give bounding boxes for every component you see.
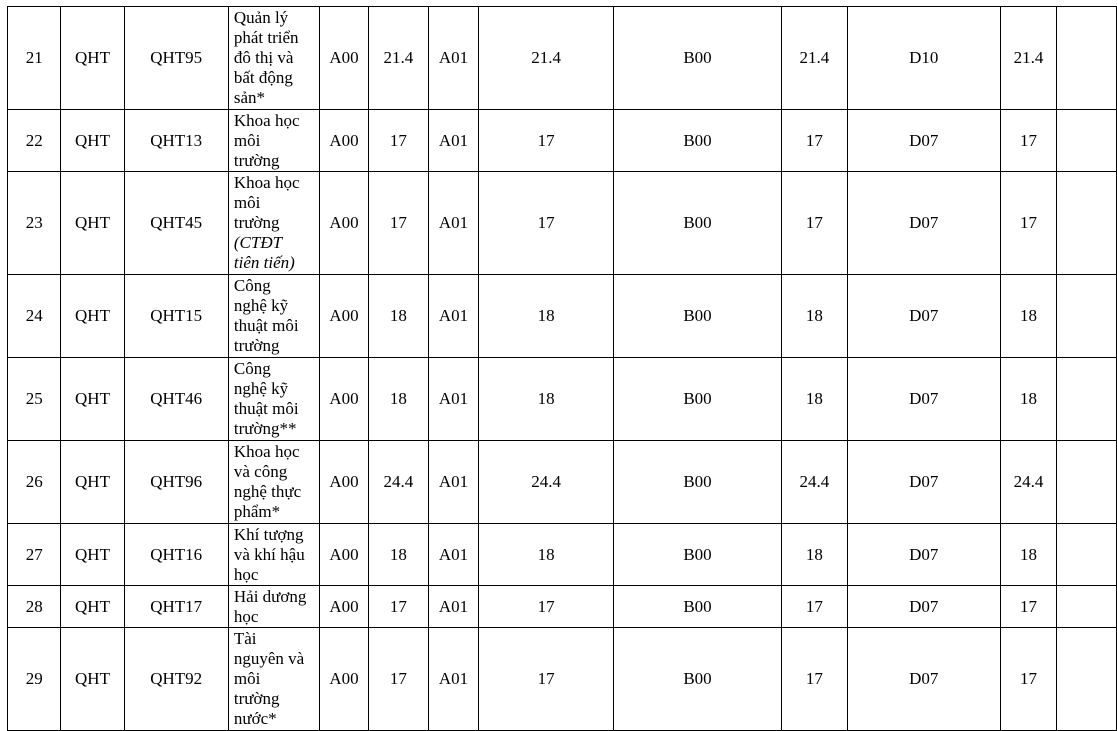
cell-score-4: 17: [1000, 172, 1056, 275]
cell-major-code: QHT17: [124, 586, 228, 628]
table-row: [8, 628, 1117, 731]
table-row: [8, 275, 1117, 358]
cell-major-name: [228, 275, 319, 358]
cell-stt: 28: [8, 586, 61, 628]
cell-subject-combo-2: A01: [428, 172, 479, 275]
cell-subject-combo-4: D07: [847, 524, 1000, 586]
major-name-line: phẩm*: [233, 502, 281, 521]
major-name-line: Hải dương: [233, 586, 307, 606]
cell-subject-combo-4: D07: [847, 441, 1000, 524]
cell-subject-combo-2: A01: [428, 586, 479, 628]
cell-major-code: QHT15: [124, 275, 228, 358]
cell-score-2: 18: [479, 275, 614, 358]
cell-score-2: 17: [479, 110, 614, 172]
cell-subject-combo-3: B00: [613, 110, 781, 172]
cell-subject-combo-1: A00: [320, 628, 369, 731]
table-row: [8, 110, 1117, 172]
cell-subject-combo-1: A00: [320, 524, 369, 586]
cell-score-1: 24.4: [368, 441, 428, 524]
cell-subject-combo-1: A00: [320, 358, 369, 441]
cell-score-3: 18: [782, 275, 848, 358]
cell-score-2: 17: [479, 628, 614, 731]
cell-subject-combo-4: D07: [847, 628, 1000, 731]
major-name-line: môi: [233, 130, 261, 150]
cell-note: [1057, 7, 1117, 110]
table-row: [8, 7, 1117, 110]
major-name-note-line: (CTĐT: [233, 233, 283, 252]
major-name-line: nghệ kỹ: [233, 296, 289, 315]
major-name-line: thuật môi: [233, 399, 299, 418]
cell-subject-combo-3: B00: [613, 586, 781, 628]
cell-major-name: [228, 172, 319, 275]
major-name-line: và công: [233, 462, 288, 481]
cell-score-4: 21.4: [1000, 7, 1056, 110]
cell-major-code: QHT16: [124, 524, 228, 586]
major-name-line: trường: [233, 689, 280, 708]
table-row: [8, 441, 1117, 524]
major-name-line: Khoa học: [233, 110, 300, 130]
cell-major-name: [228, 7, 319, 110]
cell-school-code: QHT: [61, 110, 124, 172]
cell-subject-combo-1: A00: [320, 110, 369, 172]
cell-score-2: 17: [479, 172, 614, 275]
cell-subject-combo-1: A00: [320, 172, 369, 275]
cell-major-code: QHT92: [124, 628, 228, 731]
cell-stt: 25: [8, 358, 61, 441]
major-name-line: Quản lý: [233, 8, 289, 27]
cell-score-1: 17: [368, 586, 428, 628]
major-name-line: và khí hậu: [233, 544, 305, 564]
cell-score-3: 21.4: [782, 7, 848, 110]
cell-score-4: 17: [1000, 628, 1056, 731]
cell-score-1: 17: [368, 110, 428, 172]
major-name-line: trường: [233, 150, 280, 170]
cell-score-3: 17: [782, 586, 848, 628]
cell-school-code: QHT: [61, 524, 124, 586]
cell-note: [1057, 441, 1117, 524]
cell-note: [1057, 586, 1117, 628]
cell-subject-combo-4: D07: [847, 586, 1000, 628]
major-name-line: Khí tượng: [233, 524, 304, 544]
cell-subject-combo-2: A01: [428, 7, 479, 110]
cell-subject-combo-4: D07: [847, 358, 1000, 441]
cell-score-1: 17: [368, 172, 428, 275]
cell-major-name: [228, 441, 319, 524]
major-name-line: Khoa học: [233, 173, 300, 192]
cell-note: [1057, 110, 1117, 172]
cell-subject-combo-1: A00: [320, 275, 369, 358]
major-name-line: học: [233, 564, 259, 584]
cell-major-name: [228, 110, 319, 172]
major-name-line: nghệ kỹ: [233, 379, 289, 398]
major-name-line: nguyên và: [233, 649, 305, 668]
cell-school-code: QHT: [61, 275, 124, 358]
admission-scores-table: [7, 6, 1117, 731]
cell-score-4: 17: [1000, 586, 1056, 628]
cell-stt: 22: [8, 110, 61, 172]
cell-major-code: QHT96: [124, 441, 228, 524]
major-name-line: nghệ thực: [233, 482, 302, 501]
cell-subject-combo-3: B00: [613, 7, 781, 110]
cell-subject-combo-2: A01: [428, 441, 479, 524]
cell-score-3: 18: [782, 524, 848, 586]
table-body: [8, 7, 1117, 731]
cell-subject-combo-1: A00: [320, 441, 369, 524]
cell-score-3: 17: [782, 110, 848, 172]
cell-score-2: 18: [479, 358, 614, 441]
cell-score-2: 17: [479, 586, 614, 628]
cell-stt: 27: [8, 524, 61, 586]
cell-major-code: QHT46: [124, 358, 228, 441]
cell-note: [1057, 275, 1117, 358]
cell-school-code: QHT: [61, 358, 124, 441]
cell-subject-combo-4: D10: [847, 7, 1000, 110]
cell-score-1: 21.4: [368, 7, 428, 110]
major-name-line: môi: [233, 669, 261, 688]
cell-major-name: [228, 524, 319, 586]
cell-subject-combo-3: B00: [613, 524, 781, 586]
cell-stt: 26: [8, 441, 61, 524]
cell-score-4: 18: [1000, 275, 1056, 358]
cell-stt: 29: [8, 628, 61, 731]
major-name-line: Khoa học: [233, 442, 300, 461]
major-name-line: trường: [233, 336, 280, 355]
cell-stt: 24: [8, 275, 61, 358]
cell-score-3: 24.4: [782, 441, 848, 524]
cell-subject-combo-4: D07: [847, 172, 1000, 275]
cell-note: [1057, 524, 1117, 586]
table-row: [8, 524, 1117, 586]
cell-score-4: 18: [1000, 524, 1056, 586]
cell-subject-combo-4: D07: [847, 275, 1000, 358]
cell-score-3: 17: [782, 172, 848, 275]
cell-subject-combo-3: B00: [613, 441, 781, 524]
major-name-line: Tài: [233, 629, 257, 648]
major-name-line: nước*: [233, 709, 277, 728]
cell-score-4: 17: [1000, 110, 1056, 172]
cell-note: [1057, 628, 1117, 731]
cell-score-2: 21.4: [479, 7, 614, 110]
cell-score-1: 17: [368, 628, 428, 731]
cell-subject-combo-3: B00: [613, 275, 781, 358]
cell-score-2: 24.4: [479, 441, 614, 524]
cell-score-1: 18: [368, 524, 428, 586]
table-row: [8, 586, 1117, 628]
cell-subject-combo-1: A00: [320, 7, 369, 110]
major-name-note-line: tiên tiến): [233, 253, 295, 272]
cell-subject-combo-2: A01: [428, 275, 479, 358]
cell-major-name: [228, 358, 319, 441]
cell-major-name: [228, 586, 319, 628]
cell-score-2: 18: [479, 524, 614, 586]
cell-stt: 21: [8, 7, 61, 110]
cell-subject-combo-1: A00: [320, 586, 369, 628]
cell-note: [1057, 358, 1117, 441]
cell-major-name: [228, 628, 319, 731]
cell-school-code: QHT: [61, 441, 124, 524]
major-name-line: trường: [233, 213, 280, 232]
cell-note: [1057, 172, 1117, 275]
cell-major-code: QHT45: [124, 172, 228, 275]
cell-school-code: QHT: [61, 7, 124, 110]
cell-score-1: 18: [368, 275, 428, 358]
cell-score-4: 24.4: [1000, 441, 1056, 524]
cell-major-code: QHT13: [124, 110, 228, 172]
major-name-line: đô thị và: [233, 48, 294, 67]
major-name-line: môi: [233, 193, 261, 212]
cell-subject-combo-2: A01: [428, 524, 479, 586]
cell-score-4: 18: [1000, 358, 1056, 441]
cell-school-code: QHT: [61, 628, 124, 731]
table-row: [8, 172, 1117, 275]
cell-score-3: 18: [782, 358, 848, 441]
major-name-line: Công: [233, 276, 271, 295]
table-row: [8, 358, 1117, 441]
cell-subject-combo-2: A01: [428, 628, 479, 731]
major-name-line: bất động: [233, 68, 293, 87]
major-name-line: phát triển: [233, 28, 299, 47]
major-name-line: học: [233, 606, 259, 626]
cell-subject-combo-2: A01: [428, 358, 479, 441]
cell-subject-combo-3: B00: [613, 358, 781, 441]
cell-subject-combo-3: B00: [613, 628, 781, 731]
cell-subject-combo-3: B00: [613, 172, 781, 275]
major-name-line: sản*: [233, 88, 266, 107]
major-name-line: trường**: [233, 419, 297, 438]
cell-stt: 23: [8, 172, 61, 275]
major-name-line: Công: [233, 359, 271, 378]
cell-school-code: QHT: [61, 586, 124, 628]
cell-subject-combo-4: D07: [847, 110, 1000, 172]
cell-subject-combo-2: A01: [428, 110, 479, 172]
cell-score-3: 17: [782, 628, 848, 731]
cell-score-1: 18: [368, 358, 428, 441]
cell-major-code: QHT95: [124, 7, 228, 110]
cell-school-code: QHT: [61, 172, 124, 275]
major-name-line: thuật môi: [233, 316, 299, 335]
